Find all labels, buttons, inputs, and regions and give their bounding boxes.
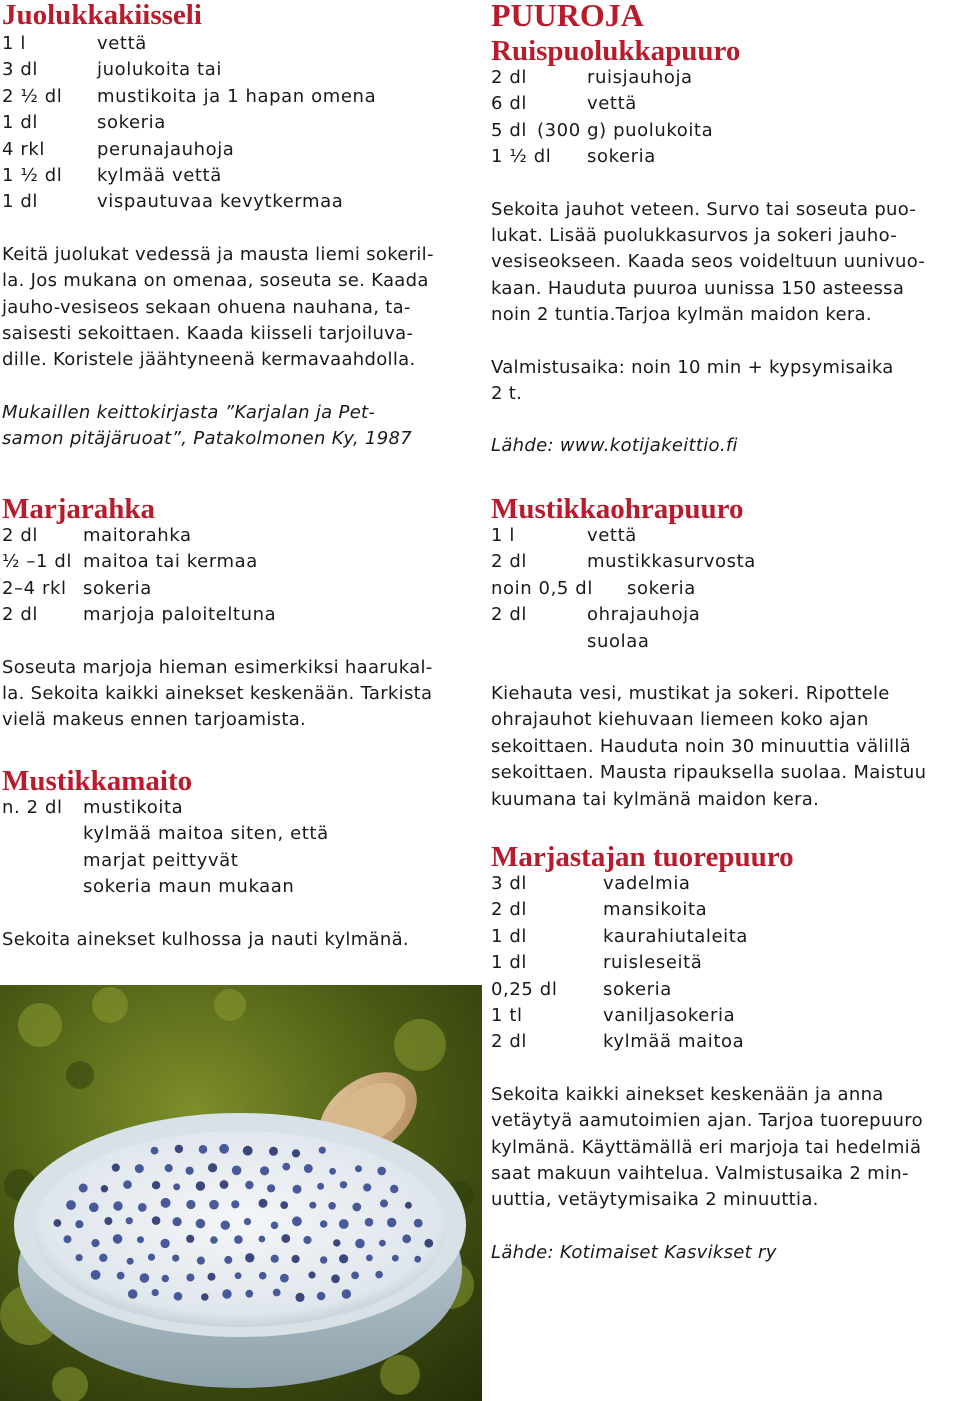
ingredient-row bbox=[2, 137, 472, 163]
recipe-source bbox=[2, 400, 472, 453]
blueberry bbox=[174, 1292, 183, 1301]
prep-time bbox=[491, 355, 959, 408]
blueberry bbox=[340, 1181, 347, 1188]
blueberry bbox=[379, 1240, 386, 1247]
blueberry bbox=[160, 1239, 169, 1248]
instruction-line: sekoittaen. Mausta ripauksella suolaa. Maistuu bbox=[491, 762, 927, 784]
recipe-juolukkakiisseli bbox=[2, 0, 472, 453]
blueberry bbox=[234, 1235, 243, 1244]
ingredient-list bbox=[2, 795, 472, 901]
blueberry bbox=[173, 1183, 180, 1190]
ingredient-item: kaurahiutaleita bbox=[603, 925, 749, 947]
recipe-instructions bbox=[491, 197, 959, 329]
instruction-line: jauho-vesiseos sekaan ohuena nauhana, ta- bbox=[2, 296, 411, 318]
ingredient-item: perunajauhoja bbox=[97, 138, 235, 160]
blueberry bbox=[173, 1217, 182, 1226]
blueberry bbox=[304, 1164, 313, 1173]
ingredient-amount bbox=[2, 874, 83, 900]
ingredient-list bbox=[491, 871, 959, 1056]
instruction-line: vielä makeus ennen tarjoamista. bbox=[2, 709, 307, 731]
blueberry bbox=[329, 1168, 336, 1175]
blueberry bbox=[161, 1198, 171, 1208]
recipe-instructions bbox=[2, 655, 472, 734]
blueberry bbox=[64, 1235, 72, 1243]
blueberry bbox=[243, 1146, 253, 1156]
blueberry bbox=[244, 1218, 251, 1225]
blueberry bbox=[405, 1202, 412, 1209]
instruction-line: Sekoita kaikki ainekset keskenään ja anna bbox=[491, 1083, 884, 1105]
blueberry bbox=[75, 1220, 83, 1228]
instruction-line: uuttia, vetäytymisaika 2 minuuttia. bbox=[491, 1189, 819, 1211]
ingredient-row bbox=[2, 576, 472, 602]
ingredient-amount: 1 dl bbox=[2, 191, 39, 213]
blueberry bbox=[320, 1256, 327, 1263]
ingredient-item: kylmää maitoa bbox=[603, 1031, 745, 1053]
blueberry bbox=[148, 1254, 155, 1261]
blueberry bbox=[331, 1274, 340, 1283]
ingredient-amount: 1 dl bbox=[2, 112, 39, 134]
ingredient-item: (300 g) puolukoita bbox=[537, 119, 714, 141]
blueberry bbox=[117, 1272, 125, 1280]
ingredient-amount: 3 dl bbox=[2, 59, 39, 81]
blueberry bbox=[280, 1274, 289, 1283]
ingredient-item: mansikoita bbox=[603, 899, 708, 921]
blueberry bbox=[165, 1164, 173, 1172]
instruction-line: Kiehauta vesi, mustikat ja sokeri. Ripottele bbox=[491, 683, 890, 705]
ingredient-item: ruisleseitä bbox=[603, 952, 703, 974]
recipe-instructions bbox=[2, 242, 472, 374]
ingredient-row bbox=[2, 110, 472, 136]
blueberry bbox=[380, 1199, 388, 1207]
ingredient-amount bbox=[491, 629, 587, 655]
ingredient-item: marjoja paloiteltuna bbox=[83, 604, 277, 626]
blueberry bbox=[128, 1289, 138, 1299]
blueberry bbox=[267, 1184, 275, 1192]
blueberry bbox=[221, 1221, 230, 1230]
blueberry bbox=[112, 1164, 120, 1172]
instruction-line: dille. Koristele jäähtyneenä kermavaahdolla. bbox=[2, 349, 416, 371]
ingredient-amount: 1 tl bbox=[491, 1005, 523, 1027]
ingredient-amount: 2 ½ dl bbox=[2, 85, 63, 107]
instruction-line: sekoittaen. Hauduta noin 30 minuuttia välillä bbox=[491, 735, 911, 757]
blueberry bbox=[390, 1185, 398, 1193]
blueberry bbox=[271, 1222, 279, 1230]
blueberry bbox=[317, 1183, 324, 1190]
ingredient-amount: 1 ½ dl bbox=[491, 146, 552, 168]
ingredient-row bbox=[2, 821, 472, 847]
ingredient-row bbox=[491, 118, 959, 144]
blueberry bbox=[152, 1181, 160, 1189]
blueberry bbox=[292, 1255, 300, 1263]
blueberry bbox=[245, 1181, 253, 1189]
instruction-line: kuumana tai kylmänä maidon kera. bbox=[491, 788, 820, 810]
ingredient-amount: 5 dl bbox=[491, 119, 528, 141]
blueberry bbox=[99, 1254, 107, 1262]
instruction-line: kaan. Hauduta puuroa uunissa 150 asteessa bbox=[491, 277, 905, 299]
ingredient-item: marjat peittyvät bbox=[83, 849, 239, 871]
instruction-line: saisesti sekoittaen. Kaada kiisseli tarjoiluva- bbox=[2, 323, 414, 345]
ingredient-amount: 1 dl bbox=[491, 952, 528, 974]
ingredient-item: sokeria bbox=[97, 112, 166, 134]
blueberry bbox=[352, 1203, 361, 1212]
ingredient-amount: 1 l bbox=[491, 525, 515, 546]
ingredient-row bbox=[2, 874, 472, 900]
blueberry bbox=[235, 1272, 242, 1279]
ingredient-item: ohrajauhoja bbox=[587, 604, 701, 626]
ingredient-item: maitorahka bbox=[83, 525, 192, 546]
ingredient-row bbox=[491, 549, 959, 575]
ingredient-amount: n. 2 dl bbox=[2, 797, 63, 818]
blueberry bbox=[152, 1216, 161, 1225]
blueberry bbox=[104, 1217, 112, 1225]
ingredient-amount: 1 ½ dl bbox=[2, 165, 63, 187]
blueberry bbox=[245, 1253, 254, 1262]
blueberry bbox=[79, 1184, 88, 1193]
instruction-line: la. Sekoita kaikki ainekset keskenään. Tarkista bbox=[2, 683, 433, 705]
ingredient-amount: noin 0,5 dl bbox=[491, 577, 593, 599]
blueberry bbox=[402, 1234, 411, 1243]
recipe-title: Marjarahka bbox=[2, 493, 156, 525]
blueberry bbox=[54, 1219, 62, 1227]
blueberry bbox=[351, 1272, 359, 1280]
ingredient-item: sokeria bbox=[83, 577, 152, 599]
recipe-source: Lähde: Kotimaiset Kasvikset ry bbox=[491, 1241, 777, 1263]
blueberry bbox=[387, 1218, 396, 1227]
blueberry bbox=[224, 1256, 232, 1264]
blueberry bbox=[208, 1273, 216, 1281]
blueberry bbox=[333, 1239, 340, 1246]
ingredient-row bbox=[491, 523, 959, 549]
ingredient-amount bbox=[2, 848, 83, 874]
blueberry bbox=[269, 1147, 278, 1156]
blueberry bbox=[295, 1293, 304, 1302]
blueberry bbox=[101, 1185, 108, 1192]
blueberry bbox=[292, 1149, 300, 1157]
ingredient-row bbox=[491, 576, 959, 602]
blueberry bbox=[199, 1145, 208, 1154]
recipe-instructions bbox=[491, 1082, 959, 1214]
section-heading: PUUROJA bbox=[491, 0, 644, 33]
blueberry bbox=[151, 1147, 159, 1155]
ingredient-list bbox=[491, 523, 959, 655]
blueberry bbox=[210, 1236, 218, 1244]
ingredient-amount: 3 dl bbox=[491, 873, 528, 894]
blueberry bbox=[113, 1201, 122, 1210]
ingredient-item: sokeria maun mukaan bbox=[83, 876, 295, 898]
blueberry bbox=[282, 1163, 290, 1171]
blueberry bbox=[320, 1220, 328, 1228]
blueberry bbox=[319, 1147, 326, 1154]
blueberry bbox=[172, 1255, 179, 1262]
ingredient-row bbox=[491, 1003, 959, 1029]
recipe-title: Mustikkamaito bbox=[2, 765, 193, 797]
blueberry bbox=[222, 1289, 231, 1298]
instruction-line: saat makuun vaihtelua. Valmistusaika 2 min- bbox=[491, 1163, 909, 1185]
blueberry bbox=[123, 1180, 132, 1189]
ingredient-row bbox=[491, 871, 959, 897]
blueberry bbox=[342, 1289, 351, 1298]
blueberry bbox=[339, 1219, 349, 1229]
blueberry bbox=[186, 1167, 194, 1175]
blueberry bbox=[414, 1219, 423, 1228]
blueberry bbox=[355, 1165, 362, 1172]
blueberry bbox=[414, 1256, 421, 1263]
instruction-line: Sekoita jauhot veteen. Survo tai soseuta puo- bbox=[491, 198, 917, 220]
ingredient-item: sokeria bbox=[587, 146, 656, 168]
blueberry bbox=[339, 1254, 348, 1263]
ingredient-amount: 0,25 dl bbox=[491, 978, 558, 1000]
ingredient-item: vispautuvaa kevytkermaa bbox=[97, 191, 344, 213]
blueberry bbox=[281, 1234, 290, 1243]
blueberry bbox=[424, 1239, 433, 1248]
blueberry bbox=[392, 1255, 399, 1262]
recipe-instructions bbox=[491, 681, 959, 813]
blueberry bbox=[259, 1236, 266, 1243]
ingredient-amount: 1 dl bbox=[491, 925, 528, 947]
ingredient-amount: 2 dl bbox=[491, 1031, 528, 1053]
blueberry bbox=[220, 1180, 229, 1189]
blueberry bbox=[219, 1144, 229, 1154]
blueberry bbox=[175, 1145, 183, 1153]
blueberry bbox=[280, 1201, 288, 1209]
ingredient-item: vettä bbox=[587, 525, 637, 546]
instruction-line: lukat. Lisää puolukkasurvos ja sokeri jauho- bbox=[491, 225, 898, 247]
blueberry bbox=[259, 1272, 267, 1280]
instruction-line: Keitä juolukat vedessä ja mausta liemi sokeril- bbox=[2, 243, 434, 265]
ingredient-item: mustikoita ja 1 hapan omena bbox=[97, 85, 377, 107]
ingredient-row bbox=[2, 163, 472, 189]
ingredient-item: sokeria bbox=[627, 577, 696, 599]
ingredient-item: vettä bbox=[587, 93, 637, 115]
blueberry bbox=[363, 1183, 371, 1191]
source-line: samon pitäjäruoat”, Patakolmonen Ky, 1987 bbox=[2, 428, 413, 450]
ingredient-row bbox=[491, 897, 959, 923]
ingredient-item: vettä bbox=[97, 33, 147, 54]
recipe-ruispuolukkapuuro bbox=[491, 34, 959, 460]
blueberry bbox=[162, 1275, 169, 1282]
recipe-marjastajan-tuorepuuro bbox=[491, 840, 959, 1266]
blueberry bbox=[113, 1234, 123, 1244]
instruction-line: ohrajauhot kiehuvaan liemeen koko ajan bbox=[491, 709, 869, 731]
blueberry bbox=[231, 1200, 239, 1208]
blueberry bbox=[186, 1274, 194, 1282]
ingredient-item: suolaa bbox=[587, 630, 650, 652]
instruction-line: vesiseokseen. Kaada seos voideltuun uunivuo- bbox=[491, 251, 926, 273]
ingredient-item: juolukoita tai bbox=[97, 59, 222, 81]
ingredient-row bbox=[491, 65, 959, 91]
ingredient-item: ruisjauhoja bbox=[587, 67, 693, 88]
blueberry bbox=[308, 1271, 315, 1278]
ingredient-amount bbox=[2, 821, 83, 847]
recipe-source: Lähde: www.kotijakeittio.fi bbox=[491, 435, 738, 457]
blueberry bbox=[232, 1166, 242, 1176]
blueberry bbox=[152, 1289, 159, 1296]
instruction-line: vetäytyä aamutoimien ajan. Tarjoa tuorepuuro bbox=[491, 1110, 923, 1132]
blueberry bbox=[91, 1239, 99, 1247]
blueberry bbox=[196, 1219, 206, 1229]
ingredient-row bbox=[2, 57, 472, 83]
blueberry bbox=[377, 1167, 386, 1176]
blueberry bbox=[89, 1203, 99, 1213]
instruction-line: Soseuta marjoja hieman esimerkiksi haarukal- bbox=[2, 656, 433, 678]
blueberry bbox=[140, 1273, 150, 1283]
instruction-line: noin 2 tuntia.Tarjoa kylmän maidon kera. bbox=[491, 304, 872, 326]
blueberry bbox=[328, 1202, 336, 1210]
blueberry bbox=[201, 1293, 209, 1301]
blueberry bbox=[259, 1199, 268, 1208]
source-line: Mukaillen keittokirjasta ”Karjalan ja Pet- bbox=[2, 401, 376, 423]
recipe-title: Mustikkaohrapuuro bbox=[491, 493, 744, 525]
ingredient-item: mustikkasurvosta bbox=[587, 551, 756, 573]
blueberry bbox=[197, 1257, 205, 1265]
ingredient-row bbox=[2, 848, 472, 874]
instruction-line: Sekoita ainekset kulhossa ja nauti kylmänä. bbox=[2, 928, 409, 950]
ingredient-row bbox=[2, 84, 472, 110]
ingredient-amount: 2 dl bbox=[491, 899, 528, 921]
blueberry bbox=[355, 1239, 365, 1249]
ingredient-item: kylmää vettä bbox=[97, 165, 222, 187]
ingredient-row bbox=[2, 549, 472, 575]
ingredient-row bbox=[2, 602, 472, 628]
blueberry bbox=[366, 1255, 373, 1262]
blueberry bbox=[293, 1185, 302, 1194]
ingredient-amount: ½ –1 dl bbox=[2, 551, 72, 573]
ingredient-amount: 2 dl bbox=[2, 604, 39, 626]
ingredient-amount: 1 l bbox=[2, 33, 26, 54]
blueberry bbox=[317, 1292, 326, 1301]
ingredient-item: vaniljasokeria bbox=[603, 1005, 736, 1027]
blueberry bbox=[260, 1166, 269, 1175]
ingredient-row bbox=[491, 950, 959, 976]
ingredient-row bbox=[2, 523, 472, 549]
ingredient-item: vadelmia bbox=[603, 873, 691, 894]
ingredient-list bbox=[2, 31, 472, 216]
blueberry bbox=[309, 1202, 316, 1209]
ingredient-amount: 2 dl bbox=[2, 525, 39, 546]
ingredient-amount: 4 rkl bbox=[2, 138, 45, 160]
blueberry bbox=[126, 1217, 133, 1224]
recipe-title: Juolukkakiisseli bbox=[2, 0, 202, 31]
ingredient-row bbox=[491, 629, 959, 655]
ingredient-row bbox=[2, 795, 472, 821]
blueberry bbox=[292, 1216, 302, 1226]
recipe-title: Ruispuolukkapuuro bbox=[491, 35, 741, 67]
ingredient-item: kylmää maitoa siten, että bbox=[83, 823, 329, 845]
blueberry bbox=[137, 1236, 144, 1243]
recipe-instructions bbox=[2, 927, 472, 953]
blueberry bbox=[245, 1290, 253, 1298]
blueberry bbox=[208, 1163, 217, 1172]
blueberry bbox=[66, 1200, 76, 1210]
ingredient-row bbox=[491, 602, 959, 628]
ingredient-amount: 6 dl bbox=[491, 93, 528, 115]
prep-time-line: 2 t. bbox=[491, 383, 523, 405]
ingredient-row bbox=[491, 144, 959, 170]
ingredient-item: maitoa tai kermaa bbox=[83, 551, 258, 573]
blueberry bbox=[273, 1289, 281, 1297]
ingredient-amount: 2 dl bbox=[491, 551, 528, 573]
blueberry bbox=[271, 1255, 279, 1263]
blueberry bbox=[186, 1200, 195, 1209]
blueberry bbox=[76, 1254, 83, 1261]
recipe-mustikkamaito bbox=[2, 764, 472, 953]
ingredient-row bbox=[491, 91, 959, 117]
ingredient-amount: 2 dl bbox=[491, 604, 528, 626]
blueberry bbox=[138, 1203, 147, 1212]
blueberry-milk-bowl-photo bbox=[0, 985, 482, 1401]
prep-time-line: Valmistusaika: noin 10 min + kypsymisaika bbox=[491, 356, 894, 378]
blueberry bbox=[135, 1164, 144, 1173]
ingredient-row bbox=[491, 977, 959, 1003]
blueberry bbox=[365, 1218, 374, 1227]
recipe-marjarahka bbox=[2, 492, 472, 734]
ingredient-item: mustikoita bbox=[83, 797, 184, 818]
blueberry bbox=[91, 1270, 101, 1280]
ingredient-amount: 2 dl bbox=[491, 67, 528, 88]
blueberry bbox=[375, 1271, 383, 1279]
blueberry bbox=[186, 1235, 194, 1243]
recipe-title: Marjastajan tuorepuuro bbox=[491, 841, 794, 873]
blueberry bbox=[196, 1181, 205, 1190]
ingredient-item: sokeria bbox=[603, 978, 672, 1000]
ingredient-list bbox=[2, 523, 472, 629]
instruction-line: la. Jos mukana on omenaa, soseuta se. Kaada bbox=[2, 270, 429, 292]
blueberry bbox=[209, 1200, 219, 1210]
blueberry bbox=[127, 1258, 134, 1265]
blueberry bbox=[303, 1236, 311, 1244]
recipe-mustikkaohrapuuro bbox=[491, 492, 959, 813]
ingredient-row bbox=[491, 1029, 959, 1055]
ingredient-amount: 2–4 rkl bbox=[2, 577, 67, 599]
ingredient-row bbox=[2, 189, 472, 215]
ingredient-list bbox=[491, 65, 959, 171]
instruction-line: kylmänä. Käyttämällä eri marjoja tai hedelmiä bbox=[491, 1136, 922, 1158]
ingredient-row bbox=[2, 31, 472, 57]
ingredient-row bbox=[491, 924, 959, 950]
